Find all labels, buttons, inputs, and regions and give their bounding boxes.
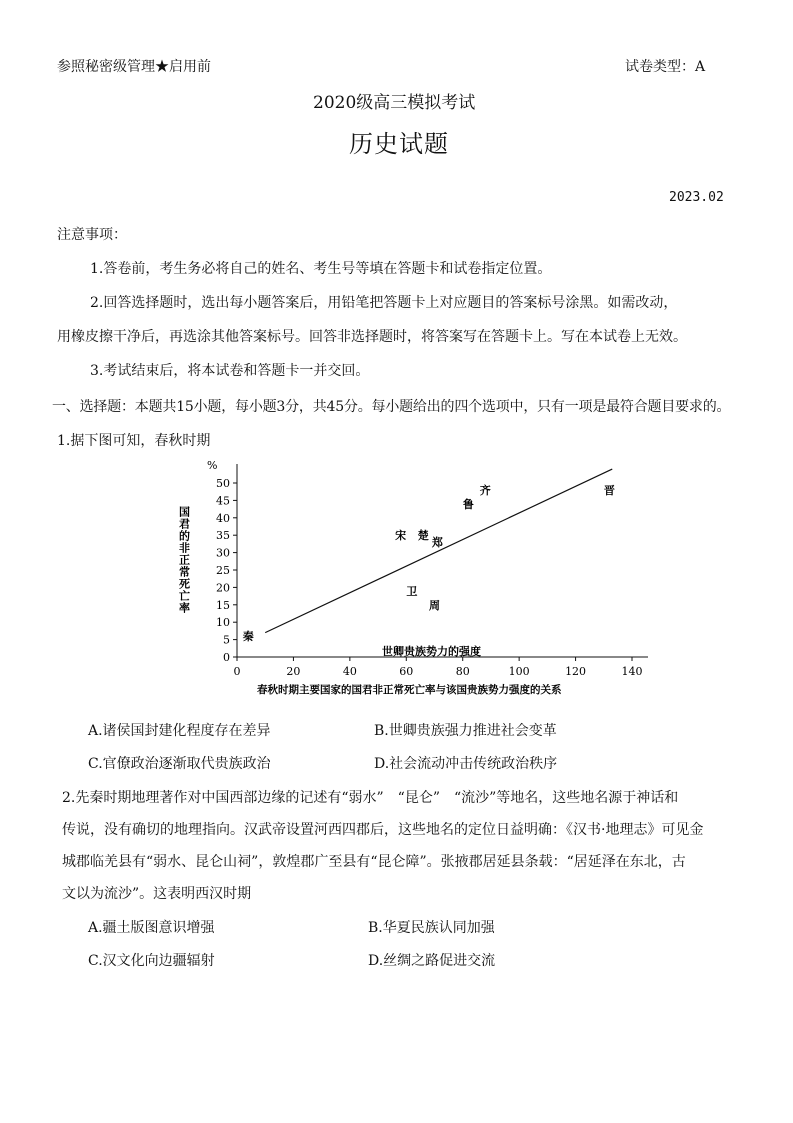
data-point-label: 卫 [406, 584, 418, 598]
question-1-chart [0, 456, 793, 716]
x-tick-label: 100 [508, 665, 530, 678]
question-2-line-1: 2.先秦时期地理著作对中国西部边缘的记述有“弱水” “昆仑” “流沙”等地名，这些地名源于神话和 [62, 790, 679, 806]
question-2-option-a[interactable]: A.疆土版图意识增强 [88, 920, 215, 936]
data-point-label: 鲁 [462, 497, 474, 511]
note-item-1: 1.答卷前，考生务必将自己的姓名、考生号等填在答题卡和试卷指定位置。 [90, 261, 552, 277]
notes-heading: 注意事项： [57, 227, 127, 243]
subject-title: 历史试题 [349, 130, 449, 158]
chart-unit-label: % [207, 459, 218, 472]
y-tick-label: 50 [216, 477, 230, 490]
chart-points [242, 483, 615, 643]
chart-y-ticks [216, 477, 237, 664]
question-1-option-c[interactable]: C.官僚政治逐渐取代贵族政治 [88, 756, 271, 772]
question-1-option-b[interactable]: B.世卿贵族强力推进社会变革 [374, 723, 557, 739]
note-item-2-line-2: 用橡皮擦干净后，再选涂其他答案标号。回答非选择题时，将答案写在答题卡上。写在本试卷上无效。 [57, 329, 687, 345]
question-2-option-d[interactable]: D.丝绸之路促进交流 [368, 953, 496, 969]
x-tick-label: 80 [455, 665, 470, 678]
paper-type-label: 试卷类型：A [625, 59, 706, 75]
y-tick-label: 5 [223, 633, 230, 647]
y-tick-label: 10 [216, 616, 230, 630]
y-tick-label: 35 [216, 529, 230, 543]
note-item-2-line-1: 2.回答选择题时，选出每小题答案后，用铅笔把答题卡上对应题目的答案标号涂黑。如需改动， [90, 295, 678, 311]
question-1-option-d[interactable]: D.社会流动冲击传统政治秩序 [374, 756, 558, 772]
data-point-label: 秦 [242, 630, 254, 644]
x-tick-label: 20 [286, 665, 301, 678]
exam-date: 2023.02 [669, 190, 724, 205]
question-2-line-2: 传说，没有确切的地理指向。汉武帝设置河西四郡后，这些地名的定位日益明确：《汉书·地理志》可见金 [62, 822, 704, 838]
y-tick-label: 25 [216, 564, 230, 577]
chart-y-axis-label: 国君的非正常死亡率 [177, 506, 191, 614]
data-point-label: 周 [429, 598, 440, 612]
x-tick-label: 120 [565, 665, 587, 678]
question-2-option-c[interactable]: C.汉文化向边疆辐射 [88, 953, 215, 969]
data-point-label: 楚 [417, 529, 429, 543]
data-point-label: 宋 [395, 529, 407, 543]
y-tick-label: 0 [223, 651, 230, 664]
data-point-label: 郑 [431, 536, 443, 550]
y-tick-label: 30 [216, 546, 230, 560]
question-1-option-a[interactable]: A.诸侯国封建化程度存在差异 [88, 723, 271, 739]
x-tick-label: 0 [233, 665, 241, 678]
data-point-label: 齐 [479, 483, 491, 497]
x-tick-label: 60 [399, 665, 414, 678]
y-tick-label: 20 [216, 581, 230, 595]
question-1-stem: 1.据下图可知，春秋时期 [57, 433, 211, 449]
chart-x-ticks [234, 657, 643, 678]
note-item-3: 3.考试结束后，将本试卷和答题卡一并交回。 [90, 363, 370, 379]
question-2-line-3: 城郡临羌县有“弱水、昆仑山祠”，敦煌郡广至县有“昆仑障”。张掖郡居延县条载：“居延泽在东北，古 [62, 854, 686, 870]
x-tick-label: 40 [342, 665, 357, 678]
chart-x-axis-label: 世卿贵族势力的强度 [382, 645, 481, 658]
section-1-instructions: 一、选择题：本题共15小题，每小题3分，共45分。每小题给出的四个选项中，只有一项是最符合题目要求的。 [52, 399, 731, 415]
question-2-line-4: 文以为流沙”。这表明西汉时期 [62, 886, 252, 902]
chart-axes [237, 464, 648, 657]
confidential-label: 参照秘密级管理★启用前 [57, 59, 211, 75]
y-tick-label: 15 [216, 598, 230, 612]
y-tick-label: 40 [216, 511, 230, 525]
x-tick-label: 140 [621, 665, 643, 678]
y-tick-label: 45 [216, 494, 230, 508]
chart-caption: 春秋时期主要国家的国君非正常死亡率与该国贵族势力强度的关系 [257, 684, 562, 696]
data-point-label: 晋 [603, 483, 615, 497]
exam-title: 2020级高三模拟考试 [313, 93, 476, 113]
question-2-option-b[interactable]: B.华夏民族认同加强 [368, 920, 495, 936]
